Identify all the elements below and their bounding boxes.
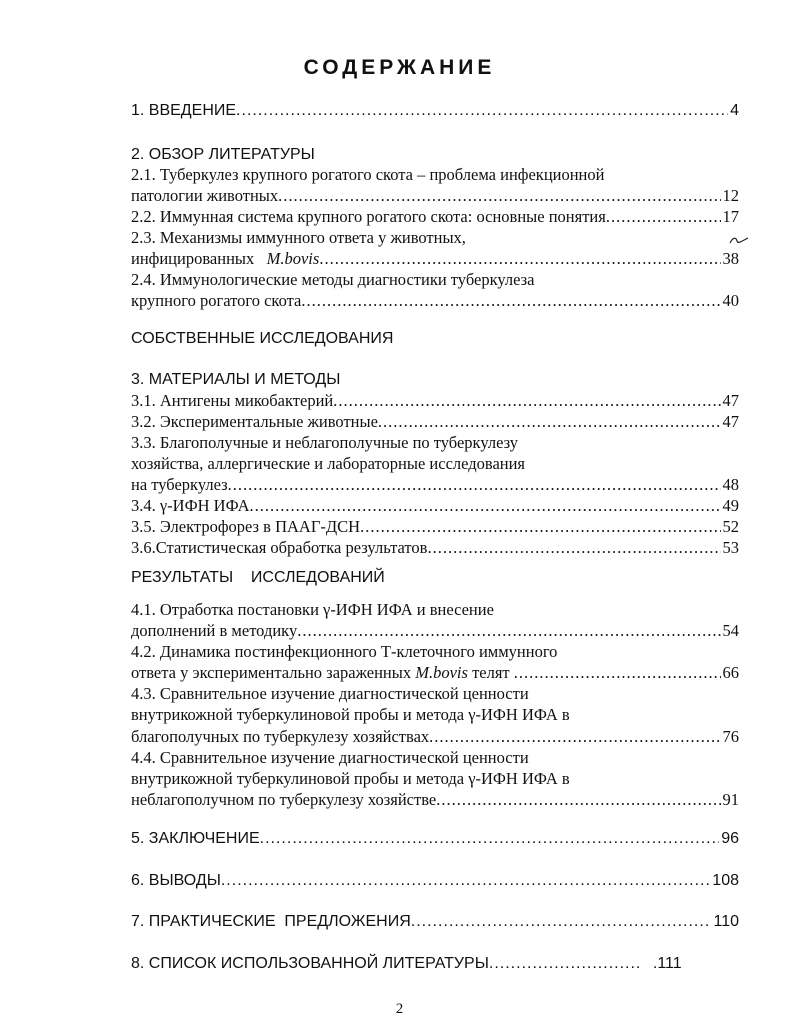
toc-entry-3-5: 3.5. Электрофорез в ПААГ-ДСН ..... 52 bbox=[131, 517, 739, 537]
toc-text: 4.3. Сравнительное изучение диагностической ценности bbox=[131, 684, 529, 703]
toc-entry-2-1: патологии животных ..... 12 bbox=[131, 186, 739, 206]
toc-entry-findings: 6. ВЫВОДЫ ..... 108 bbox=[131, 871, 739, 891]
toc-entry-4-4: неблагополучном по туберкулезу хозяйстве ..... 91 bbox=[131, 790, 739, 810]
page-ref: 4 bbox=[730, 102, 739, 119]
toc-text: 4.4. Сравнительное изучение диагностической ценности bbox=[131, 748, 529, 767]
page-number: 2 bbox=[395, 1001, 404, 1017]
toc-entry-2-2: 2.2. Иммунная система крупного рогатого скота: основные понятия ..... 17 bbox=[131, 207, 739, 227]
toc-entry-3-3: на туберкулез ..... 48 bbox=[131, 475, 739, 495]
section-heading-methods: 3. МАТЕРИАЛЫ И МЕТОДЫ bbox=[131, 371, 341, 388]
toc-entry-4-3: благополучных по туберкулезу хозяйствах ..... 76 bbox=[131, 727, 739, 747]
toc-text: 4.2. Динамика постинфекционного Т-клеточного иммунного bbox=[131, 642, 558, 661]
toc-entry-practical: 7. ПРАКТИЧЕСКИЕ ПРЕДЛОЖЕНИЯ ..... 110 bbox=[131, 912, 739, 932]
toc-entry-4-1: дополнений в методику ..... 54 bbox=[131, 621, 739, 641]
toc-entry-3-2: 3.2. Экспериментальные животные ..... 47 bbox=[131, 412, 739, 432]
toc-entry-3-4: 3.4. γ-ИФН ИФА ..... 49 bbox=[131, 496, 739, 516]
handwritten-mark bbox=[728, 234, 750, 246]
toc-entry-2-4: крупного рогатого скота ..... 40 bbox=[131, 291, 739, 311]
toc-text: внутрикожной туберкулиновой пробы и метода γ-ИФН ИФА в bbox=[131, 769, 570, 788]
toc-text: хозяйства, аллергические и лабораторные исследования bbox=[131, 454, 526, 473]
section-heading-own-research: СОБСТВЕННЫЕ ИССЛЕДОВАНИЯ bbox=[131, 330, 394, 347]
toc-entry-references: 8. СПИСОК ИСПОЛЬЗОВАННОЙ ЛИТЕРАТУРЫ ..... .111 bbox=[131, 954, 739, 974]
section-heading-review: 2. ОБЗОР ЛИТЕРАТУРЫ bbox=[131, 146, 315, 163]
toc-text: 2.4. Иммунологические методы диагностики туберкулеза bbox=[131, 270, 535, 289]
page-title: СОДЕРЖАНИЕ bbox=[303, 56, 496, 79]
toc-text: 4.1. Отработка постановки γ-ИФН ИФА и внесение bbox=[131, 600, 494, 619]
toc-entry-2-3: инфицированных M.bovis ..... 38 bbox=[131, 249, 739, 269]
toc-text: 2.3. Механизмы иммунного ответа у животных, bbox=[131, 228, 466, 247]
toc-entry-4-2: ответа у экспериментально зараженных M.bovis телят ..... 66 bbox=[131, 663, 739, 683]
toc-text: 2.1. Туберкулез крупного рогатого скота – проблема инфекционной bbox=[131, 165, 605, 184]
toc-entry-introduction: 1. ВВЕДЕНИЕ ..... 4 bbox=[131, 101, 739, 121]
toc-entry-3-6: 3.6.Статистическая обработка результатов ..... 53 bbox=[131, 538, 739, 558]
toc-entry-conclusion: 5. ЗАКЛЮЧЕНИЕ ..... 96 bbox=[131, 829, 739, 849]
toc-entry-3-1: 3.1. Антигены микобактерий ..... 47 bbox=[131, 391, 739, 411]
toc-text: 3.3. Благополучные и неблагополучные по туберкулезу bbox=[131, 433, 519, 452]
toc-text: внутрикожной туберкулиновой пробы и метода γ-ИФН ИФА в bbox=[131, 705, 570, 724]
section-heading-results: РЕЗУЛЬТАТЫ ИССЛЕДОВАНИЙ bbox=[131, 569, 385, 586]
